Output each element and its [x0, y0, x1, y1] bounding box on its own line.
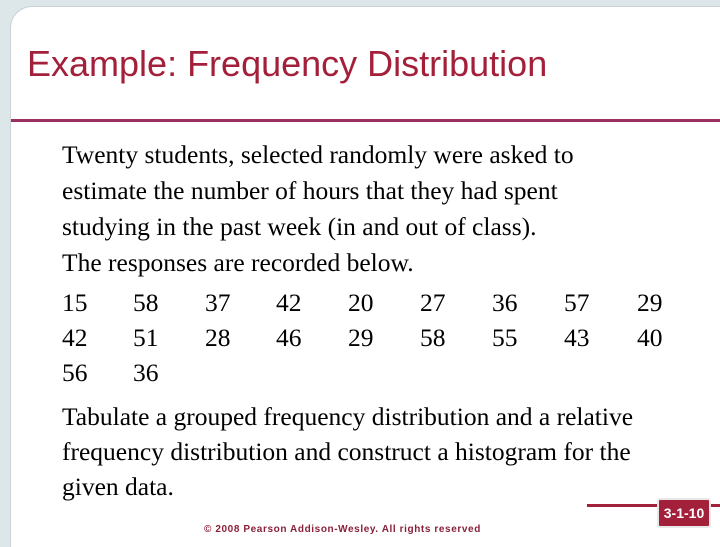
slide-title: Example: Frequency Distribution: [27, 43, 548, 84]
slide: [10, 6, 720, 547]
data-column: [62, 285, 122, 390]
data-value: 27: [420, 288, 446, 317]
intro-line: The responses are recorded below.: [62, 248, 414, 277]
data-value: 15: [62, 288, 88, 317]
data-value: 43: [564, 323, 590, 352]
data-value: 58: [420, 323, 446, 352]
task-line: given data.: [62, 472, 174, 501]
intro-line: estimate the number of hours that they had spent: [62, 176, 558, 205]
data-column: [348, 285, 408, 355]
intro-line: studying in the past week (in and out of class).: [62, 212, 537, 241]
data-value: 28: [205, 323, 231, 352]
data-column: [564, 285, 624, 355]
data-value: 55: [492, 323, 518, 352]
data-value: 58: [133, 288, 159, 317]
data-value: 42: [62, 323, 88, 352]
data-value: 29: [348, 323, 374, 352]
data-value: 36: [492, 288, 518, 317]
slide-number-badge: 3-1-10: [657, 498, 711, 528]
data-column: [276, 285, 336, 355]
task-line: Tabulate a grouped frequency distribution and a relative: [62, 402, 634, 431]
data-column: [492, 285, 552, 355]
data-value: 56: [62, 358, 88, 387]
data-value: 40: [637, 323, 663, 352]
task-paragraph: [62, 399, 712, 504]
data-value: 20: [348, 288, 374, 317]
data-value: 57: [564, 288, 590, 317]
data-value: 37: [205, 288, 231, 317]
intro-line: Twenty students, selected randomly were asked to: [62, 140, 574, 169]
intro-paragraph: [62, 137, 672, 281]
data-column: [205, 285, 265, 355]
data-column: [420, 285, 480, 355]
data-value: 29: [637, 288, 663, 317]
data-value: 46: [276, 323, 302, 352]
copyright-notice: © 2008 Pearson Addison-Wesley. All rights reserved: [204, 524, 481, 535]
title-divider: [11, 119, 720, 122]
data-value: 42: [276, 288, 302, 317]
data-value: 51: [133, 323, 159, 352]
task-line: frequency distribution and construct a histogram for the: [62, 437, 631, 466]
data-value: 36: [133, 358, 159, 387]
data-column: [133, 285, 193, 390]
data-column: [637, 285, 697, 355]
